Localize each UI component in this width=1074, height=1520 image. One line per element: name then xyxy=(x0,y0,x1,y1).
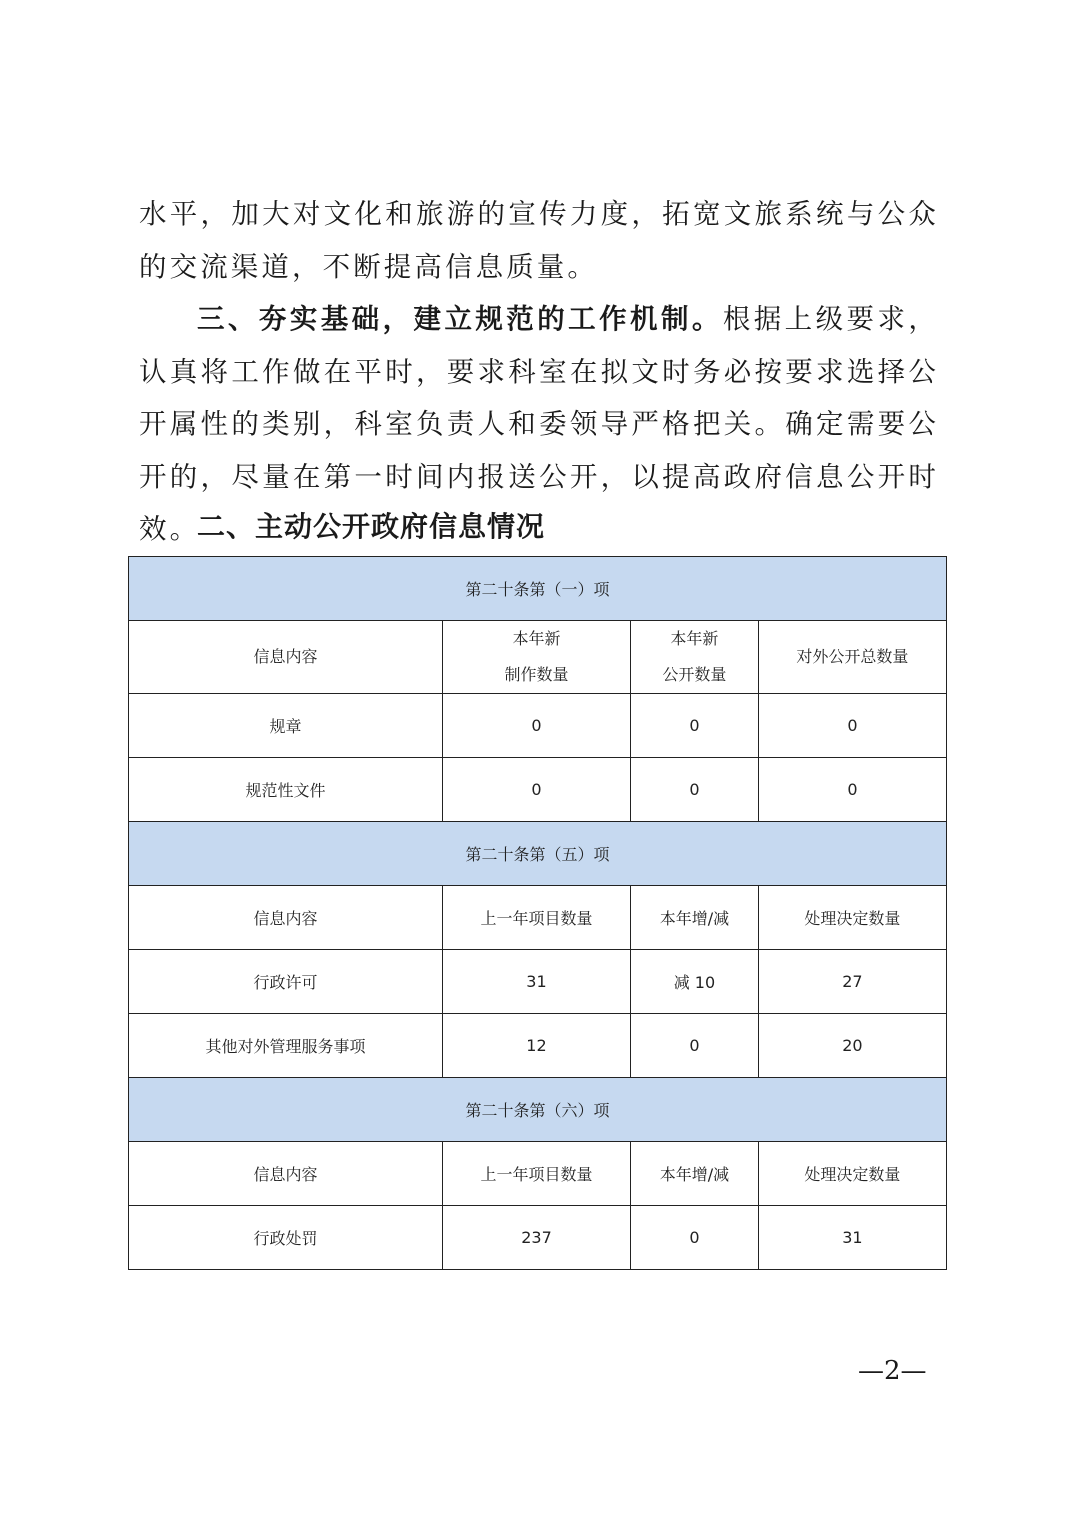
header-cell: 本年增/减 xyxy=(631,1142,759,1206)
header-line: 本年新 xyxy=(670,629,719,648)
cell-value: 减 10 xyxy=(631,950,759,1014)
section-heading: 二、主动公开政府信息情况 xyxy=(197,510,546,543)
section-title: 第二十条第（五）项 xyxy=(129,822,947,886)
cell-value: 31 xyxy=(442,950,630,1014)
table-row xyxy=(129,950,947,1014)
cell-value: 27 xyxy=(758,950,946,1014)
header-cell: 信息内容 xyxy=(129,886,443,950)
header-line: 制作数量 xyxy=(504,665,569,684)
header-cell: 本年增/减 xyxy=(631,886,759,950)
header-cell: 上一年项目数量 xyxy=(442,886,630,950)
paragraph-continuation: 水平，加大对文化和旅游的宣传力度，拓宽文旅系统与公众的交流渠道，不断提高信息质量。 xyxy=(139,198,939,283)
cell-value: 0 xyxy=(442,694,630,758)
section-header-row xyxy=(129,822,947,886)
cell-value: 0 xyxy=(758,758,946,822)
header-cell: 信息内容 xyxy=(129,1142,443,1206)
header-cell: 处理决定数量 xyxy=(758,886,946,950)
cell-value: 12 xyxy=(442,1014,630,1078)
row-label: 其他对外管理服务事项 xyxy=(129,1014,443,1078)
section-header-row xyxy=(129,557,947,621)
cell-value: 0 xyxy=(631,1206,759,1270)
header-cell: 上一年项目数量 xyxy=(442,1142,630,1206)
row-label: 规章 xyxy=(129,694,443,758)
cell-value: 237 xyxy=(442,1206,630,1270)
row-label: 行政许可 xyxy=(129,950,443,1014)
cell-value: 0 xyxy=(631,758,759,822)
cell-value: 31 xyxy=(758,1206,946,1270)
section-title: 第二十条第（六）项 xyxy=(129,1078,947,1142)
cell-value: 0 xyxy=(631,694,759,758)
page-number: —2— xyxy=(858,1356,927,1386)
disclosure-table xyxy=(128,556,947,1270)
header-cell xyxy=(442,621,630,694)
row-label: 规范性文件 xyxy=(129,758,443,822)
table-row xyxy=(129,1206,947,1270)
section-header-row xyxy=(129,1078,947,1142)
column-header-row xyxy=(129,886,947,950)
header-cell: 处理决定数量 xyxy=(758,1142,946,1206)
cell-value: 0 xyxy=(631,1014,759,1078)
cell-value: 20 xyxy=(758,1014,946,1078)
column-header-row xyxy=(129,621,947,694)
header-line: 公开数量 xyxy=(662,665,727,684)
table-row xyxy=(129,1014,947,1078)
section-title: 第二十条第（一）项 xyxy=(129,557,947,621)
header-cell: 信息内容 xyxy=(129,621,443,694)
header-cell xyxy=(631,621,759,694)
header-cell: 对外公开总数量 xyxy=(758,621,946,694)
cell-value: 0 xyxy=(442,758,630,822)
paragraph-lead-heading: 三、夯实基础，建立规范的工作机制。 xyxy=(197,303,723,335)
cell-value: 0 xyxy=(758,694,946,758)
table-row xyxy=(129,694,947,758)
table-row xyxy=(129,758,947,822)
paragraph-body: 根据上级要求，认真将工作做在平时，要求科室在拟文时务必按要求选择公开属性的类别，科室负责人和委领导严格把关。确定需要公开的，尽量在第一时间内报送公开，以提高政府信息公开时效。 xyxy=(139,303,939,545)
column-header-row xyxy=(129,1142,947,1206)
row-label: 行政处罚 xyxy=(129,1206,443,1270)
header-line: 本年新 xyxy=(512,629,561,648)
